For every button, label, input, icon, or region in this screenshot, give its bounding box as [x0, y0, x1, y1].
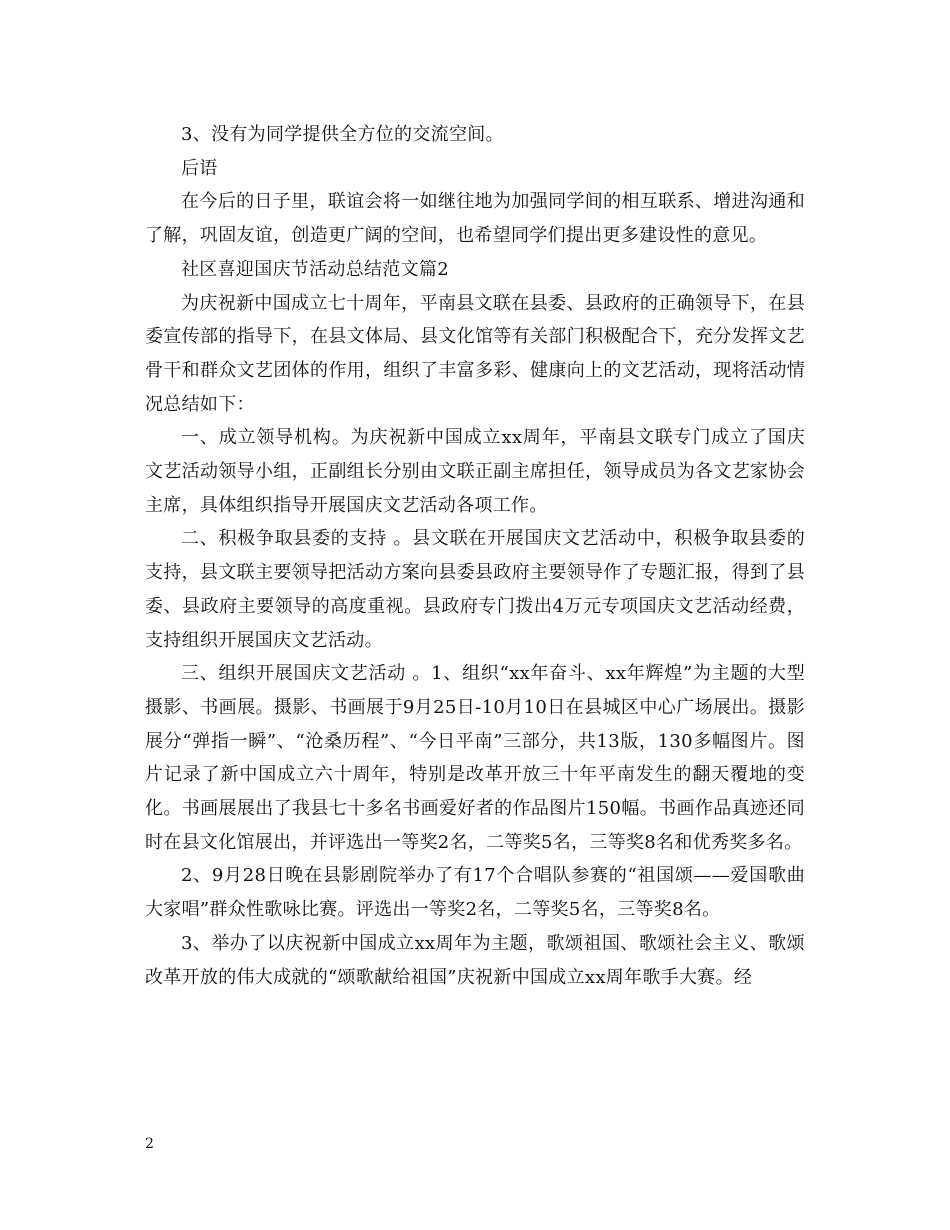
- page-number: 2: [145, 1136, 154, 1152]
- paragraph-5: 为庆祝新中国成立七十周年，平南县文联在县委、县政府的正确领导下，在县委宣传部的指导下，在县文体局、县文化馆等有关部门积极配合下，充分发挥文艺骨干和群众文艺团体的作用，组织了丰富多彩、健康向上的文艺活动，现将活动情况总结如下：: [145, 292, 805, 415]
- paragraph-4-heading: 社区喜迎国庆节活动总结范文篇2: [181, 258, 449, 280]
- paragraph-10: 3、举办了以庆祝新中国成立xx周年为主题，歌颂祖国、歌颂社会主义、歌颂改革开放的伟大成就的“颂歌献给祖国”庆祝新中国成立xx周年歌手大赛。经: [145, 932, 805, 988]
- paragraph-3: 在今后的日子里，联谊会将一如继往地为加强同学间的相互联系、增进沟通和了解，巩固友谊，创造更广阔的空间，也希望同学们提出更多建设性的意见。: [145, 191, 805, 247]
- document-body: [145, 118, 805, 994]
- paragraph-6: 一、成立领导机构。为庆祝新中国成立xx周年，平南县文联专门成立了国庆文艺活动领导小组，正副组长分别由文联正副主席担任，领导成员为各文艺家协会主席，具体组织指导开展国庆文艺活动各项工作。: [145, 427, 805, 516]
- paragraph-9: 2、9月28日晚在县影剧院举办了有17个合唱队参赛的“祖国颂——爱国歌曲大家唱”群众性歌咏比赛。评选出一等奖2名，二等奖5名，三等奖8名。: [145, 865, 805, 921]
- paragraph-1: 3、没有为同学提供全方位的交流空间。: [181, 124, 504, 145]
- paragraph-8: 三、组织开展国庆文艺活动 。1、组织“xx年奋斗、xx年辉煌”为主题的大型摄影、书画展。摄影、书画展于9月25日-10月10日在县城区中心广场展出。摄影展分“弹指一瞬”、“沧桑历程”、“今日平南”三部分，共13版，130多幅图片。图片记录了新中国成立六十周年，特别是改革开放三十年平南发生的翻天覆地的变化。书画展展出了我县七十多名书画爱好者的作品图片150幅。书画作品真迹还同时在县文化馆展出，并评选出一等奖2名，二等奖5名，三等奖8名和优秀奖多名。: [145, 663, 805, 853]
- paragraph-2-heading: 后语: [181, 157, 218, 179]
- paragraph-7: 二、积极争取县委的支持 。县文联在开展国庆文艺活动中，积极争取县委的支持，县文联主要领导把活动方案向县委县政府主要领导作了专题汇报，得到了县委、县政府主要领导的高度重视。县政府专门拨出4万元专项国庆文艺活动经费，支持组织开展国庆文艺活动。: [145, 528, 805, 651]
